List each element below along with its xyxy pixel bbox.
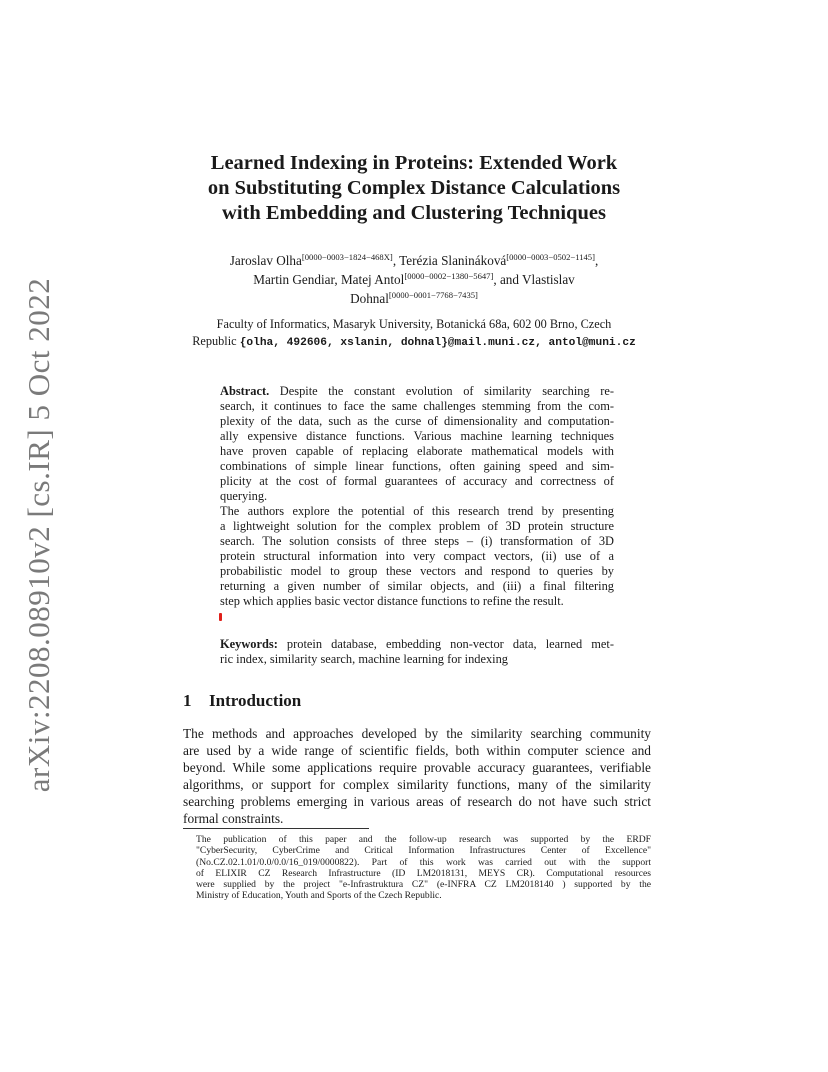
- author-names: Martin Gendiar, Matej Antol: [253, 272, 405, 287]
- footnote-line: The publication of this paper and the follow-up research was supported by the ERDF: [196, 834, 651, 845]
- affiliation-country: Republic: [192, 334, 240, 348]
- author-line: [150, 251, 678, 270]
- paper-title: [150, 151, 678, 226]
- keywords-label: Keywords:: [220, 637, 278, 651]
- text-cursor-marker: [219, 613, 222, 621]
- orcid-id: [0000−0001−7768−7435]: [388, 290, 478, 300]
- affiliation-line: [150, 333, 678, 352]
- author-line: [150, 270, 678, 289]
- separator: ,: [392, 253, 400, 268]
- section-number: 1: [183, 691, 192, 710]
- paragraph-line: formal constraints.: [183, 811, 284, 826]
- footnote-line: (No.CZ.02.1.01/0.0/0.0/16_019/0000822). Part of this work was carried out with the support: [196, 856, 651, 868]
- footnote-rule: [183, 828, 369, 829]
- footnote-line: Ministry of Education, Youth and Sports of the Czech Republic.: [196, 890, 442, 902]
- abstract-line: combinations of simple linear functions, often gaining speed and sim-: [220, 459, 614, 473]
- keywords-text: protein database, embedding non-vector data, learned met-: [277, 637, 614, 651]
- introduction-paragraph: [183, 725, 651, 827]
- section-title: Introduction: [209, 691, 302, 710]
- orcid-id: [0000−0003−1824−468X]: [301, 252, 393, 262]
- abstract-text: Despite the constant evolution of similarity searching re-: [269, 384, 614, 398]
- affiliation-line: Faculty of Informatics, Masaryk University, Botanická 68a, 602 00 Brno, Czech: [216, 317, 612, 331]
- abstract-line: probabilistic model to group these vectors and respond to queries by: [220, 564, 614, 578]
- author-name: Jaroslav Olha: [229, 253, 302, 268]
- title-line: Learned Indexing in Proteins: Extended Work: [210, 152, 618, 174]
- title-line: with Embedding and Clustering Techniques: [222, 202, 606, 224]
- abstract-line: plexity of the data, such as the curse of dimensionality and computation-: [220, 414, 614, 428]
- paragraph-line: searching problems emerging in various areas of research do not have such strict: [183, 794, 651, 809]
- affiliation: [150, 316, 678, 352]
- footnote-line: of ELIXIR CZ Research Infrastructure (ID LM2018131, MEYS CR). Computational resources: [196, 867, 651, 879]
- abstract-line: protein structural information into very compact vectors, (ii) use of a: [220, 549, 614, 563]
- author-name: Dohnal: [350, 291, 389, 306]
- abstract-line: search, it continues to face the same challenges stemming from the com-: [220, 399, 614, 413]
- arxiv-sidebar: [16, 277, 62, 793]
- abstract-line: search. The solution consists of three steps – (i) transformation of 3D: [220, 534, 614, 548]
- orcid-id: [0000−0002−1380−5647]: [404, 271, 494, 281]
- footnote-line: were supplied by the project "e-Infrastruktura CZ" (e-INFRA CZ LM2018140 ) supported by the: [196, 879, 651, 891]
- abstract-line: querying.: [220, 489, 268, 503]
- footnote-line: "CyberSecurity, CyberCrime and Critical Information Infrastructures Center of Excellence": [196, 845, 651, 857]
- orcid-id: [0000−0003−0502−1145]: [506, 252, 595, 262]
- author-list: [150, 251, 678, 308]
- title-line: on Substituting Complex Distance Calculations: [207, 177, 621, 199]
- paragraph-line: The methods and approaches developed by the similarity searching community: [183, 726, 651, 741]
- keywords: [220, 637, 614, 667]
- abstract: [220, 384, 614, 609]
- abstract-line: ally expensive distance functions. Various machine learning techniques: [220, 429, 614, 443]
- abstract-line: The authors explore the potential of this research trend by presenting: [220, 504, 614, 518]
- abstract-line: [220, 384, 614, 399]
- paragraph-line: algorithms, or support for complex similarity functions, many of the similarity: [183, 777, 651, 792]
- author-line: [150, 289, 678, 308]
- keywords-line: [220, 637, 614, 652]
- author-name: Terézia Slanináková: [399, 253, 507, 268]
- funding-footnote: [196, 834, 651, 902]
- paragraph-line: beyond. While some applications require provable accuracy guarantees, verifiable: [183, 760, 651, 775]
- separator: ,: [594, 253, 599, 268]
- abstract-line: returning a given number of similar objects, and (iii) a final filtering: [220, 579, 614, 593]
- arxiv-identifier: arXiv:2208.08910v2 [cs.IR] 5 Oct 2022: [21, 277, 56, 793]
- abstract-line: plicity at the cost of formal guarantees of accuracy and correctness of: [220, 474, 614, 488]
- paragraph-line: are used by a wide range of scientific fields, both within computer science and: [183, 743, 651, 758]
- abstract-line: have proven capable of replacing elaborate mathematical models with: [220, 444, 614, 458]
- abstract-label: Abstract.: [220, 384, 270, 398]
- author-names: , and Vlastislav: [493, 272, 575, 287]
- keywords-line: ric index, similarity search, machine learning for indexing: [220, 652, 508, 666]
- abstract-line: step which applies basic vector distance functions to refine the result.: [220, 594, 564, 608]
- author-emails: {olha, 492606, xslanin, dohnal}@mail.muni.cz, antol@muni.cz: [239, 337, 636, 349]
- abstract-line: a lightweight solution for the complex problem of 3D protein structure: [220, 519, 614, 533]
- section-heading: [183, 691, 301, 711]
